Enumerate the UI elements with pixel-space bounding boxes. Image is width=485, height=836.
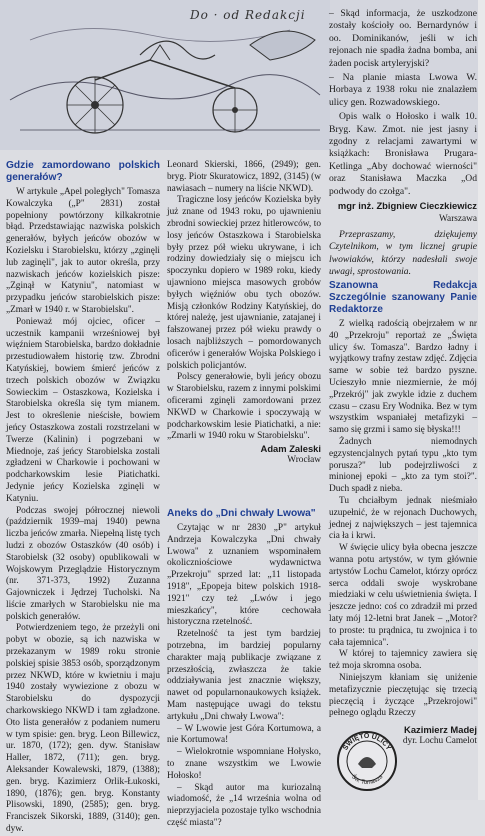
stamp-top-text: ŚWIĘTO ULICY (342, 732, 392, 752)
page-edge (478, 0, 485, 800)
street-festival-stamp-icon (336, 730, 398, 792)
paragraph: Z wielką radością obejrzałem w nr 40 „Przekroju" reportaż ze „Święta ulicy św. Tomasza". Bardzo ładny i wyjątkowy trafny zestaw zdjęć. Zdjęcia same w sobie też bardzo pyszne. Ucieszyło mnie niezmiernie, że mój „Przekrój" jak zwykle idzie z duchem czasu – czasu Ery Wodnika. Bez w tym wszystkim wspaniałej metafizyki – samo się grzmi i samo się błyska!!! (329, 319, 477, 436)
paragraph: Czytając w nr 2830 „P" artykuł Andrzeja Kowalczyka „Dni chwały Lwowa" z uznaniem wspominałem okoliczniościowe wydawnictwa „Przekroju" sprzed lat: „11 listopada 1918", „Epopeja bitew polskich 1918-1921" czy też „Lwów i jego mieszkańcy", które cechowała historyczna rzetelność. (167, 523, 321, 628)
signature: Adam Zaleski (260, 443, 321, 455)
paragraph: Tu chciałbym jednak nieśmiało uzupełnić, że w rejonach Duchowych, jednej z największych – jest tajemnica cia ła i krwi. (329, 495, 477, 542)
signature: Kazimierz Madej (404, 724, 477, 736)
signature-place: dyr. Lochu Camelot (402, 735, 477, 746)
article-street-festival (329, 280, 477, 748)
paragraph: – Wielokrotnie wspomniane Hołysko, to znane wszystkim we Lwowie Hołosko! (167, 747, 321, 781)
paragraph: W której to tajemnicy zawiera się też moja skromna osoba. (329, 649, 477, 672)
paragraph: Rzetelność ta jest tym bardziej potrzebna, im bardziej popularny charakter mają publikacje związane z przeszłością, zwłaszcza że takie oddziaływania jest znacznie większy, nawet od popularnonaukowych książek. Mam następujące uwagi do tekstu artykułu „Dni chwały Lwowa": (167, 629, 321, 722)
paragraph: Ponieważ mój ojciec, oficer – uczestnik kampanii wrześniowej był więźniem Starobielska, bardzo dokładnie przestudiowałem historię tzw. Zbrodni Katyńskiej, bowiem śmierć jeńców z trzech polskich obozów w Związku Sowieckim – Ostaszkowa, Kozielska i Starobielska określa się tym mianem. Jest to określenie nieścisłe, bowiem jeńcy Ostaszkowa zostali rozstrzelani w Twerze (Kalinin) i pogrzebani w Miednoje, zaś jeńcy Starobielska zostali zgładzeni w Charkowie i pochowani w podcharkowskim lesie Piatichatki. Jedynie jeńcy Kozielska zginęli w Katyniu. (6, 316, 160, 504)
paragraph: W święcie ulicy była obecna jeszcze wanna potu artystów, w tym głównie artystów Lochu Camelot, którzy oprócz serca oddali swoje wyskrobane miedziaki w celu uświetnienia święta. I jeszcze jedno: coś co zdradził mi przed laty mój 12-letni brat Janek – „Motor? to proste: tu prądnica, tu zwojnica i to cała tajemnica". (329, 543, 477, 648)
paragraph: Potwierdzeniem tego, że przeżyli oni pobyt w obozie, są ich nazwiska w przekazanym w 1989 roku stronie polskiej spisie 3853 osób, sporządzonym przez NKWD, które w kwietniu i maju 1940 zostały wywiezione z obozu w Starobielsku do dyspozycji charkowskiego NKWD i tam zgładzone. Oto lista generałów z podaniem numeru w tym spisie: gen. bryg. Leon Billewicz, ur. 1870, (172); gen. dyw. Stanisław Haller, 1872, (711); gen. bryg. Aleksander Kowalewski, 1879, (1388); gen. bryg. Kazimierz Orlik-Łukoski, 1890, (1876); gen. bryg. Konstanty Plisowski, 1890, (2585); gen. bryg. Franciszek Sikorski, 1889, (3140); gen. dyw. (6, 623, 160, 835)
signature: mgr inż. Zbigniew Cieczkiewicz (337, 200, 477, 212)
paragraph: Żadnych niemodnych egzystencjalnych pytań typu „kto tym porusza?" lub podejrzliwości z minionej epoki – „kto za tym stoi?". Duch spadł z nieba. (329, 436, 477, 495)
paragraph: – Na planie miasta Lwowa W. Horbaya z 1938 roku nie znalazłem ulicy gen. Rozwadowskiego. (329, 72, 477, 108)
paragraph: Tragiczne losy jeńców Kozielska były już znane od 1943 roku, po ujawnieniu zbrodni sowieckiej przez hitlerowców, to losy jeńców Ostaszkowa i Starobielska były przez pół wieku ukrywane, i ich rodziny dowiedziały się o miejscu ich spoczynku dopiero w 1989 roku, kiedy ujawniono miejsca masowych grobów byłych więźniów obu tych obozów. Misją członków Rodziny Katyńskiej, do której należę, jest ujawnianie, zatajanej i fałszowanej przez pół wieku prawdy o losach najbliższych – pomordowanych oficerów i generałów Wojska Polskiego i polskich policjantów. (167, 195, 321, 371)
horse-chariot-sketch-icon (0, 0, 330, 150)
editorial-note: Przepraszamy, dziękujemy Czytelnikom, w tym licznej grupie lwowiaków, którzy nadesłali swoje uwagi, sprostowania. (329, 228, 477, 278)
paragraph: Polscy generałowie, byli jeńcy obozu w Starobielsku, razem z innymi polskimi oficerami zginęli zamordowani przez NKWD w Charkowie i spoczywają w podcharkowskim lesie Piatichatki, a nie: „Zmarli w 1940 roku w Starobielsku". (167, 372, 321, 442)
article-title: Szanowna Redakcja Szczególnie szanowany Panie Redaktorze (329, 280, 477, 315)
article-title: Gdzie zamordowano polskich generałów? (6, 160, 160, 183)
article-generals (6, 160, 160, 836)
stamp-bottom-text: Św. Tomasza (349, 774, 385, 787)
section-title: Do · od Redakcji (190, 8, 306, 22)
paragraph: Leonard Skierski, 1866, (2949); gen. bryg. Piotr Skuratowicz, 1892, (3145) (w nawiasach – numery na liście NKWD). (167, 160, 321, 194)
paragraph: Niniejszym kłaniam się uniżenie metafizycznie pieczętując się trzecią pieczęcią i życzące „Przekrojowi" pełnego oglądu Rzeczy (329, 672, 477, 719)
paragraph: W artykule „Apel poległych" Tomasza Kowalczyka („P" 2831) został popełniony powtórzony kilkakrotnie błąd. Przedstawiając nazwiska polskich generałów, byłych jeńców obozów w Kozielsku i Starobielsku, którzy „zginęli lub zaginęli", jak to autor określa, przy nazwiskach jeńców kozielskich pisze: „Zginął w Katyniu", natomiast w przypadku jeńców starobielskich pisze: „Zmarł w 1940 r. w Starobielsku". (6, 187, 160, 315)
article-generals-continued (167, 160, 321, 467)
paragraph: – Skąd autor ma kuriozalną wiadomość, że „14 września wolna od nieprzyjaciela pozostaje tylko wschodnia część miasta"? (167, 782, 321, 828)
paragraph: Podczas swojej półrocznej niewoli (październik 1939–maj 1940) pewna liczba jeńców zmarła. Niepełną listę tych ludzi z obozów Ostaszków (40 osób) i Starobielsk (32 osoby) opublikowali w Wojskowym Przeglądzie Historycznym (nr. 371-373, 1992) Zuzanna Gajowniczek i Jędrzej Tucholski. Na liście zmarłych w Starobielsku nie ma polskich generałów. (6, 505, 160, 622)
signature-place: Wrocław (287, 454, 321, 465)
article-lwow (167, 508, 321, 830)
paragraph: Opis walk o Hołosko i walk 10. Bryg. Kaw. Zmot. nie jest jasny i zgodny z relacjami zawartymi w książkach: Bronisława Prugara-Ketlinga „Aby dochować wierności" oraz Stanisława Maczka „Od podwody do czołga". (329, 111, 477, 197)
article-title: Aneks do „Dni chwały Lwowa" (167, 508, 316, 519)
letter-continuation (329, 8, 477, 279)
paragraph: – W Lwowie jest Góra Kortumowa, a nie Kortumowa! (167, 723, 321, 746)
paragraph: – Skąd informacja, że uszkodzone zostały kościoły oo. Bernardynów i oo. Dominikanów, jeśli w ich rejonach nie spadła żadna bomba, ani żaden pocisk artyleryjski? (329, 8, 477, 69)
signature-place: Warszawa (439, 213, 477, 224)
